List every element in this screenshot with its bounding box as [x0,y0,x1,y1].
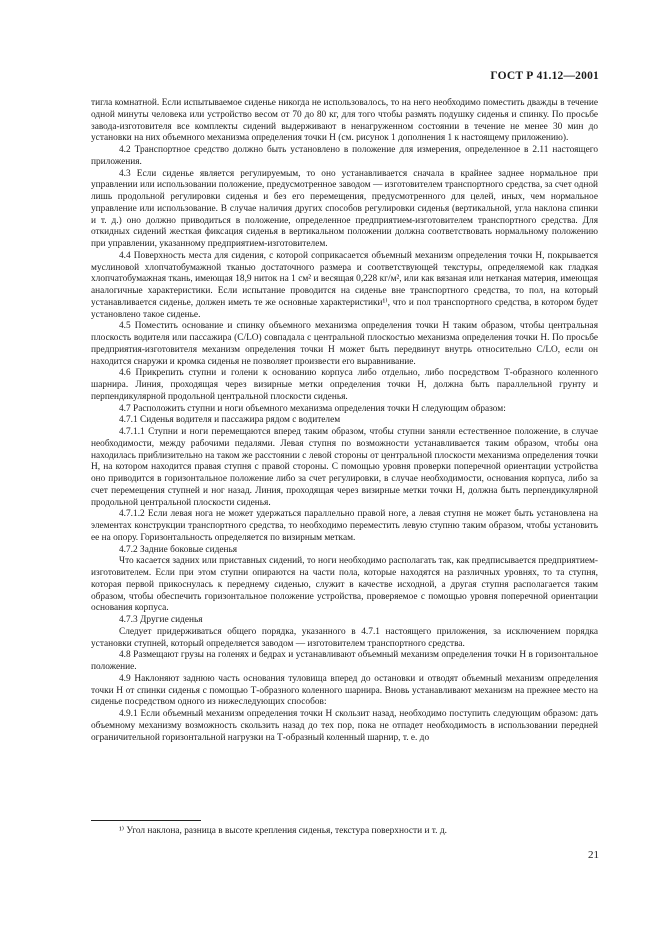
body-text [91,98,598,744]
heading-4-7-3: 4.7.3 Другие сиденья [119,615,203,625]
paragraph-4-2: 4.2 Транспортное средство должно быть установлено в положение для измерения, определенное в 2.11 настоящего приложения. [91,145,598,167]
footnote-divider [91,820,201,821]
paragraph-4-5: 4.5 Поместить основание и спинку объемного механизма определения точки Н таким образом, чтобы центральная плоскость водителя или пассажира (C/LO) совпадала с центральной плоскостью механизма определения точки Н. По просьбе предприятия-изготовителя механизм определения точки Н может быть передвинут внутрь относительно C/LO, если он находится снаружи и кромка сиденья не позволяет произвести его выравнивание. [91,321,598,367]
heading-4-7-2: 4.7.2 Задние боковые сиденья [119,544,238,555]
paragraph-4-3: 4.3 Если сиденье является регулируемым, то оно устанавливается сначала в крайнее заднее нормальное при управлении или использовании положение, предусмотренное заводом — изготовителем транспортного средства, за счет одной лишь продольной регулировки сиденья и без его перемещения, предусмотренного для целей, иных, чем нормальное управление или использование. В случае наличия других способов регулировки сиденья (вертикальной, угла наклона спинки и т. д.) оно должно приводиться в положение, определенное предприятием-изготовителем транспортного средства. Для откидных сидений жесткая фиксация сиденья в вертикальном положении должна соответствовать нормальному положению при управлении, указанному предприятием-изготовителем. [91,168,598,249]
heading-4-7-1: 4.7.1 Сиденья водителя и пассажира рядом с водителем [119,415,341,426]
page-number: 21 [588,849,599,861]
paragraph-4-8: 4.8 Размещают грузы на голенях и бедрах и устанавливают объемный механизм определения точки Н в горизонтальное положение. [91,650,598,672]
paragraph-continuation: тигла комнатной. Если испытываемое сиденье никогда не использовалось, то на него необходимо поместить дважды в течение одной минуты человека или устройство весом от 70 до 80 кг, для того чтобы размять подушку сиденья и спинку. По просьбе завода-изготовителя все комплекты сидений выдерживают в ненагруженном состоянии в течение не менее 30 мин до установки на них объемного механизма определения точки Н (см. рисунок 1 дополнения 1 к настоящему приложению). [91,98,598,144]
paragraph-4-6: 4.6 Прикрепить ступни и голени к основанию корпуса либо отдельно, либо посредством Т-образного коленного шарнира. Линия, проходящая через визирные метки определения точки Н, должна быть параллельной грунту и перпендикулярной продольной центральной плоскости сиденья. [91,368,598,402]
paragraph-4-9: 4.9 Наклоняют заднюю часть основания туловища вперед до остановки и отводят объемный механизм определения точки Н от спинки сиденья с помощью Т-образного коленного шарнира. Вновь устанавливают механизм на прежнее место на сиденье посредством одного из нижеследующих способов: [91,673,598,708]
paragraph-4-9-1: 4.9.1 Если объемный механизм определения точки Н скользит назад, необходимо поступить следующим образом: дать объемному механизму возможность скользить назад до тех пор, пока не отпадет необходимость в использовании передней ограничительной горизонтальной нагрузки на Т-образный коленный шарнир, т. е. до [91,709,598,743]
footnote: ¹⁾ Угол наклона, разница в высоте крепления сиденья, текстура поверхности и т. д. [119,826,447,836]
paragraph-4-7-1-2: 4.7.1.2 Если левая нога не может удержаться параллельно правой ноге, а левая ступня не может быть установлена на элементах конструкции транспортного средства, то необходимо переместить левую ступню таким образом, чтобы установить ее на опору. Горизонтальность определяется по визирным меткам. [91,509,598,543]
paragraph-4-7: 4.7 Расположить ступни и ноги объемного механизма определения точки Н следующим образом: [119,403,506,414]
standard-header: ГОСТ Р 41.12—2001 [490,70,599,82]
paragraph-4-4: 4.4 Поверхность места для сидения, с которой соприкасается объемный механизм определения точки Н, покрывается муслиновой хлопчатобумажной тканью достаточного размера и соответствующей текстуры, определяемой как гладкая хлопчатобумажная ткань, имеющая 18,9 ниток на 1 см² и весящая 0,228 кг/м², или как вязаная или нетканая материя, имеющая аналогичные характеристики. Если испытание проводится на сиденье вне транспортного средства, то пол, на который устанавливается сиденье, должен иметь те же основные характеристики¹⁾, что и пол транспортного средства, в котором будет установлено такое сиденье. [91,250,598,320]
paragraph-other-seats: Следует придерживаться общего порядка, указанного в 4.7.1 настоящего приложения, за исключением порядка установки ступней, который определяется заводом — изготовителем транспортного средства. [91,626,598,649]
paragraph-4-7-1-1: 4.7.1.1 Ступни и ноги перемещаются вперед таким образом, чтобы ступни заняли естественное положение, в случае необходимости, между рабочими педалями. Левая ступня по возможности устанавливается таким образом, чтобы она находилась приблизительно на таком же расстоянии с левой стороны от центральной плоскости механизма определения точки Н, на котором находится правая ступня с правой стороны. С помощью уровня проверки поперечной ориентации устройства оно приводится в горизонтальное положение либо за счет регулировки, в случае необходимости, основания корпуса, либо за счет перемещения ступней и ног назад. Линия, проходящая через визирные метки точки Н, должна быть перпендикулярной продольной центральной плоскости сиденья. [91,427,598,508]
paragraph-rear-seats: Что касается задних или приставных сидений, то ноги необходимо располагать так, как предписывается предприятием-изготовителем. Если при этом ступни опираются на части пола, которые находятся на различных уровнях, то та ступня, которая первой прикоснулась к переднему сиденью, служит в качестве исходной, а другая ступня располагается таким образом, чтобы обеспечить горизонтальное положение устройства, проверяемое с помощью уровня поперечной ориентации основания корпуса. [91,556,598,614]
